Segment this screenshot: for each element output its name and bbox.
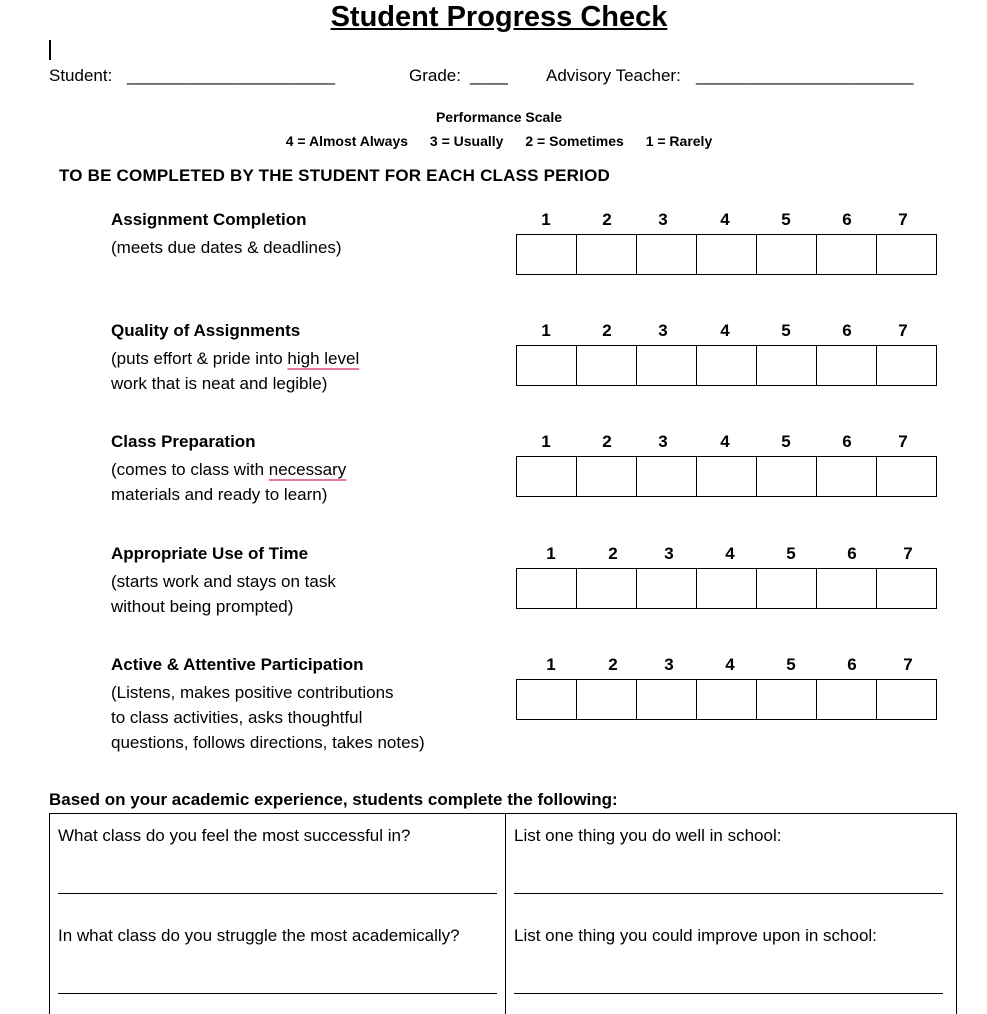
period-number: 1 — [546, 544, 556, 563]
scale-item: 3 = Usually — [429, 133, 504, 149]
rating-box-period-5[interactable] — [756, 345, 816, 386]
period-number: 3 — [658, 210, 668, 229]
rating-box-period-7[interactable] — [876, 456, 937, 497]
rating-boxes — [516, 568, 937, 609]
question-could-improve: List one thing you could improve upon in school: — [514, 926, 877, 945]
criterion-description-line: without being prompted) — [111, 597, 294, 616]
scale-item: 1 = Rarely — [645, 133, 713, 149]
period-number: 6 — [842, 432, 852, 451]
criterion-description — [111, 680, 425, 755]
criterion-description-line: questions, follows directions, takes notes) — [111, 733, 425, 752]
period-number: 6 — [842, 210, 852, 229]
criterion-name: Quality of Assignments — [111, 321, 301, 340]
rating-box-period-2[interactable] — [576, 568, 636, 609]
answer-line-do-well[interactable] — [514, 893, 943, 894]
rating-boxes — [516, 345, 937, 386]
criterion-description — [111, 569, 336, 619]
grade-field[interactable]: ____ — [470, 66, 508, 85]
period-number: 6 — [847, 655, 857, 674]
page-title: Student Progress Check — [330, 1, 668, 33]
student-label: Student: — [49, 66, 113, 85]
rating-box-period-2[interactable] — [576, 456, 636, 497]
criterion-description-line: (starts work and stays on task — [111, 572, 336, 591]
rating-boxes — [516, 234, 937, 275]
period-number: 2 — [602, 432, 612, 451]
answer-line-could-improve[interactable] — [514, 993, 943, 994]
criterion-description — [111, 235, 342, 260]
rating-box-period-1[interactable] — [516, 568, 576, 609]
question-struggle-most: In what class do you struggle the most academically? — [58, 926, 460, 945]
period-number: 1 — [541, 321, 551, 340]
rating-box-period-4[interactable] — [696, 679, 756, 720]
period-number: 4 — [720, 321, 730, 340]
rating-box-period-5[interactable] — [756, 456, 816, 497]
period-number: 5 — [781, 321, 791, 340]
period-number: 2 — [608, 544, 618, 563]
rating-boxes — [516, 456, 937, 497]
criterion-description-line: (puts effort & pride into high level — [111, 349, 360, 368]
criterion-name: Class Preparation — [111, 432, 256, 451]
rating-box-period-7[interactable] — [876, 345, 937, 386]
criterion-block — [0, 655, 987, 766]
criterion-description-line: (Listens, makes positive contributions — [111, 683, 394, 702]
period-number: 3 — [658, 321, 668, 340]
rating-box-period-3[interactable] — [636, 456, 696, 497]
period-number: 2 — [608, 655, 618, 674]
criterion-description-line: materials and ready to learn) — [111, 485, 328, 504]
advisory-teacher-label: Advisory Teacher: — [546, 66, 681, 85]
period-number: 6 — [847, 544, 857, 563]
spellcheck-underline: high level — [287, 349, 360, 368]
rating-box-period-3[interactable] — [636, 679, 696, 720]
rating-box-period-4[interactable] — [696, 234, 756, 275]
period-number: 1 — [541, 210, 551, 229]
section-heading: TO BE COMPLETED BY THE STUDENT FOR EACH CLASS PERIOD — [59, 166, 610, 185]
grade-label: Grade: — [409, 66, 461, 85]
period-number: 7 — [898, 432, 908, 451]
rating-box-period-6[interactable] — [816, 456, 876, 497]
rating-box-period-6[interactable] — [816, 568, 876, 609]
period-number: 3 — [658, 432, 668, 451]
period-number: 7 — [898, 210, 908, 229]
spellcheck-underline: necessary — [268, 460, 347, 479]
performance-scale-items — [0, 133, 987, 149]
rating-box-period-5[interactable] — [756, 679, 816, 720]
scale-item: 2 = Sometimes — [525, 133, 624, 149]
period-number: 4 — [720, 432, 730, 451]
period-number: 6 — [842, 321, 852, 340]
reflection-heading: Based on your academic experience, students complete the following: — [49, 790, 618, 809]
performance-scale-title: Performance Scale — [435, 109, 563, 125]
period-number: 1 — [541, 432, 551, 451]
rating-box-period-1[interactable] — [516, 345, 576, 386]
rating-box-period-3[interactable] — [636, 234, 696, 275]
criterion-description — [111, 346, 359, 396]
rating-box-period-4[interactable] — [696, 568, 756, 609]
rating-box-period-7[interactable] — [876, 234, 937, 275]
rating-box-period-5[interactable] — [756, 234, 816, 275]
period-number: 3 — [664, 544, 674, 563]
rating-box-period-1[interactable] — [516, 456, 576, 497]
rating-box-period-3[interactable] — [636, 568, 696, 609]
rating-box-period-2[interactable] — [576, 234, 636, 275]
criterion-description-line: to class activities, asks thoughtful — [111, 708, 363, 727]
question-most-successful: What class do you feel the most successful in? — [58, 826, 411, 845]
period-number: 4 — [725, 544, 735, 563]
rating-box-period-6[interactable] — [816, 345, 876, 386]
criterion-description-line: (comes to class with necessary — [111, 460, 347, 479]
period-number: 7 — [903, 655, 913, 674]
period-number: 5 — [786, 655, 796, 674]
period-number: 4 — [720, 210, 730, 229]
rating-box-period-3[interactable] — [636, 345, 696, 386]
rating-box-period-2[interactable] — [576, 679, 636, 720]
criterion-name: Assignment Completion — [111, 210, 307, 229]
rating-box-period-7[interactable] — [876, 568, 937, 609]
period-number: 5 — [781, 210, 791, 229]
table-divider — [505, 814, 506, 1014]
criterion-name: Active & Attentive Participation — [111, 655, 364, 674]
rating-box-period-6[interactable] — [816, 234, 876, 275]
criterion-block — [0, 544, 987, 655]
criterion-description-line: work that is neat and legible) — [111, 374, 328, 393]
period-number: 5 — [781, 432, 791, 451]
criterion-name: Appropriate Use of Time — [111, 544, 309, 563]
rating-box-period-1[interactable] — [516, 679, 576, 720]
rating-boxes — [516, 679, 937, 720]
advisory-teacher-field[interactable]: _______________________ — [696, 66, 914, 85]
scale-item: 4 = Almost Always — [285, 133, 409, 149]
rating-box-period-7[interactable] — [876, 679, 937, 720]
answer-line-most-successful[interactable] — [58, 893, 497, 894]
period-number: 2 — [602, 210, 612, 229]
rating-box-period-4[interactable] — [696, 345, 756, 386]
period-number: 7 — [903, 544, 913, 563]
period-number: 3 — [664, 655, 674, 674]
criterion-description-line: (meets due dates & deadlines) — [111, 238, 342, 257]
answer-line-struggle-most[interactable] — [58, 993, 497, 994]
criterion-block — [0, 432, 987, 543]
question-do-well: List one thing you do well in school: — [514, 826, 782, 845]
period-number: 7 — [898, 321, 908, 340]
student-field[interactable]: ______________________ — [127, 66, 336, 85]
rating-box-period-6[interactable] — [816, 679, 876, 720]
text-cursor — [49, 40, 51, 60]
rating-box-period-5[interactable] — [756, 568, 816, 609]
period-number: 2 — [602, 321, 612, 340]
rating-box-period-2[interactable] — [576, 345, 636, 386]
period-number: 5 — [786, 544, 796, 563]
criterion-block — [0, 321, 987, 432]
period-number: 4 — [725, 655, 735, 674]
criterion-block — [0, 210, 987, 321]
rating-box-period-1[interactable] — [516, 234, 576, 275]
criterion-description — [111, 457, 346, 507]
period-number: 1 — [546, 655, 556, 674]
reflection-table — [49, 813, 957, 1014]
rating-box-period-4[interactable] — [696, 456, 756, 497]
